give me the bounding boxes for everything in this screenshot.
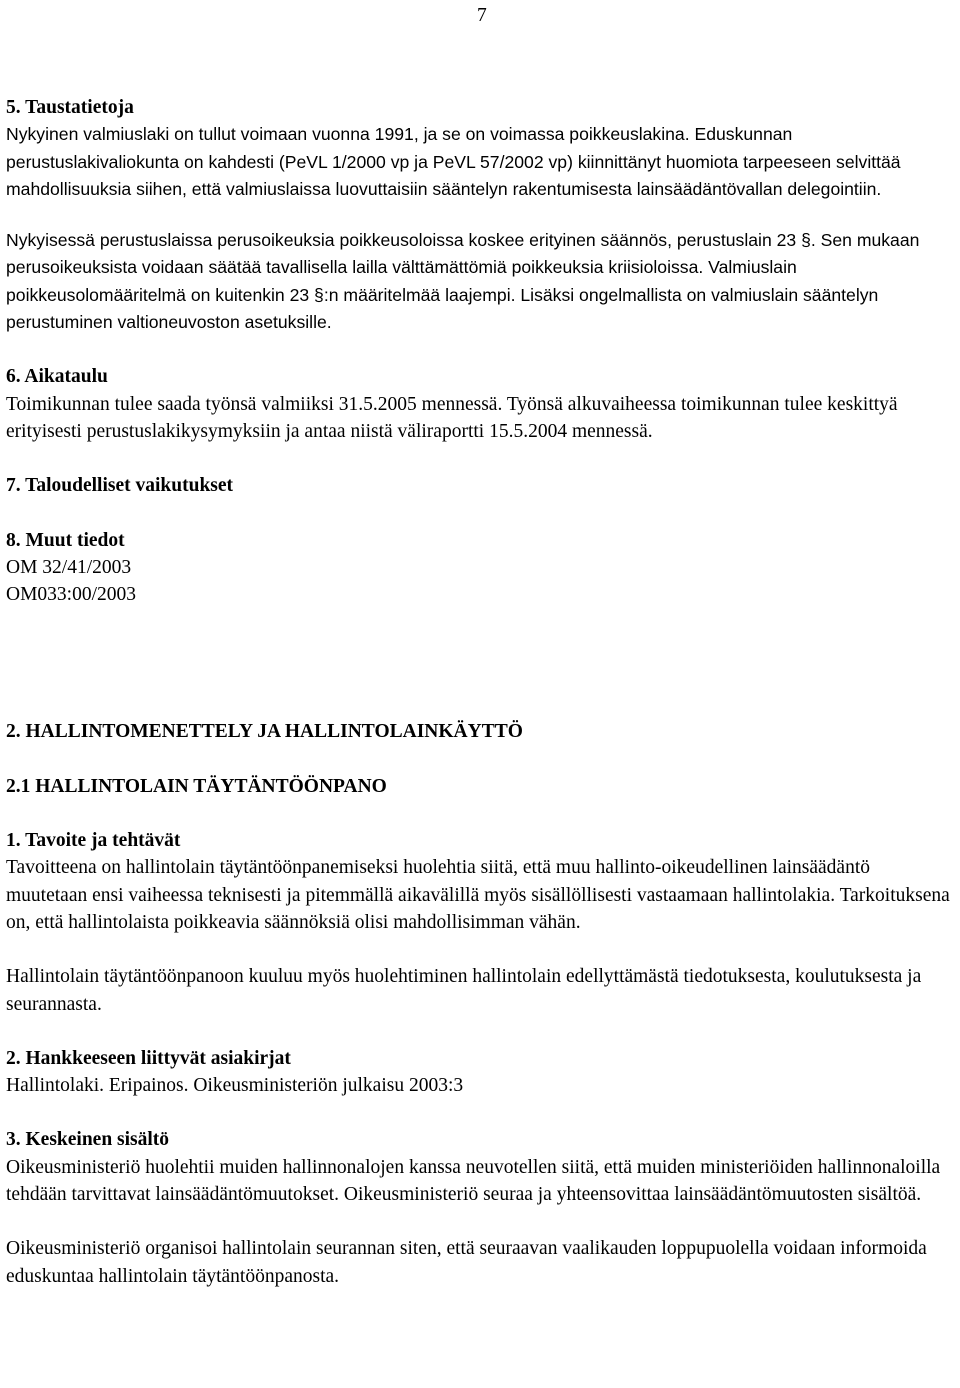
section-taloudelliset-vaikutukset — [6, 472, 956, 499]
section-heading: 1. Tavoite ja tehtävät — [6, 830, 181, 852]
section-keskeinen-sisalto — [6, 1126, 956, 1289]
section-heading: 2. Hankkeeseen liittyvät asiakirjat — [6, 1047, 291, 1069]
paragraph: Toimikunnan tulee saada työnsä valmiiksi 31.5.2005 mennessä. Työnsä alkuvaiheessa toimikunnan tulee keskittyä erityisesti perustuslakikysymyksiin ja antaa niistä väliraportti 15.5.2004 mennessä. — [6, 393, 898, 442]
paragraph: Hallintolaki. Eripainos. Oikeusministeriön julkaisu 2003:3 — [6, 1075, 464, 1097]
section-heading: 5. Taustatietoja — [6, 97, 134, 118]
section-heading: 7. Taloudelliset vaikutukset — [6, 475, 234, 497]
paragraph: Tavoitteena on hallintolain täytäntöönpanemiseksi huolehtia siitä, että muu hallinto-oikeudellinen lainsäädäntö muutetaan ensi vaiheessa teknisesti ja pitemmällä aikavälillä myös sisällöllisesti vastaamaan hallintolakia. Tarkoituksena on, että hallintolaista poikkeavia säännöksiä olisi mahdollisimman vähän. — [6, 857, 950, 933]
paragraph: Nykyisessä perustuslaissa perusoikeuksia poikkeusoloissa koskee erityinen säännös, perustuslain 23 §. Sen mukaan perusoikeuksista voidaan säätää tavallisella lailla välttämättömiä poikkeuksia kriisioloissa. Valmiuslain poikkeusolomääritelmä on kuitenkin 23 §:n määritelmää laajempi. Lisäksi ongelmallista on valmiuslain sääntelyn perustuminen valtioneuvoston asetuksille. — [6, 230, 920, 333]
page-number: 7 — [477, 5, 487, 26]
section-taustatietoja — [6, 94, 956, 336]
section-heading: 8. Muut tiedot — [6, 529, 125, 551]
paragraph: Oikeusministeriö organisoi hallintolain seurannan siten, että seuraavan vaalikauden loppupuolella voidaan informoida eduskuntaa hallintolain täytäntöönpanosta. — [6, 1238, 927, 1287]
document-body — [6, 94, 956, 1290]
section-hankkeeseen-liittyvat-asiakirjat — [6, 1045, 956, 1100]
paragraph: Nykyinen valmiuslaki on tullut voimaan vuonna 1991, ja se on voimassa poikkeuslakina. Eduskunnan perustuslakivaliokunta on kahdesti (PeVL 1/2000 vp ja PeVL 57/2002 vp) kiinnittänyt huomiota tarpeeseen selvittää mahdollisuuksia siihen, että valmiuslaissa luovuttaisiin sääntelyn rakentumisesta lainsäädäntövallan delegointiin. — [6, 124, 901, 199]
reference-line: OM033:00/2003 — [6, 584, 137, 606]
section-heading: 3. Keskeinen sisältö — [6, 1129, 170, 1151]
paragraph: Oikeusministeriö huolehtii muiden hallinnonalojen kanssa neuvotellen siitä, että muiden ministeriöiden hallinnonaloilla tehdään tarvittavat lainsäädäntömuutokset. Oikeusministeriö seuraa ja yhteensovittaa lainsäädäntömuutosten sisältöä. — [6, 1156, 941, 1206]
paragraph: Hallintolain täytäntöönpanoon kuuluu myös huolehtiminen hallintolain edellyttämästä tiedotuksesta, koulutuksesta ja seurannasta. — [6, 966, 922, 1015]
reference-line: OM 32/41/2003 — [6, 556, 132, 578]
section-muut-tiedot — [6, 527, 956, 609]
section-tavoite-ja-tehtavat — [6, 827, 956, 1018]
chapter-heading: 2. HALLINTOMENETTELY JA HALLINTOLAINKÄYTTÖ — [6, 721, 523, 743]
subchapter-heading: 2.1 HALLINTOLAIN TÄYTÄNTÖÖNPANO — [6, 775, 387, 797]
section-aikataulu — [6, 363, 956, 445]
section-heading: 6. Aikataulu — [6, 366, 108, 388]
